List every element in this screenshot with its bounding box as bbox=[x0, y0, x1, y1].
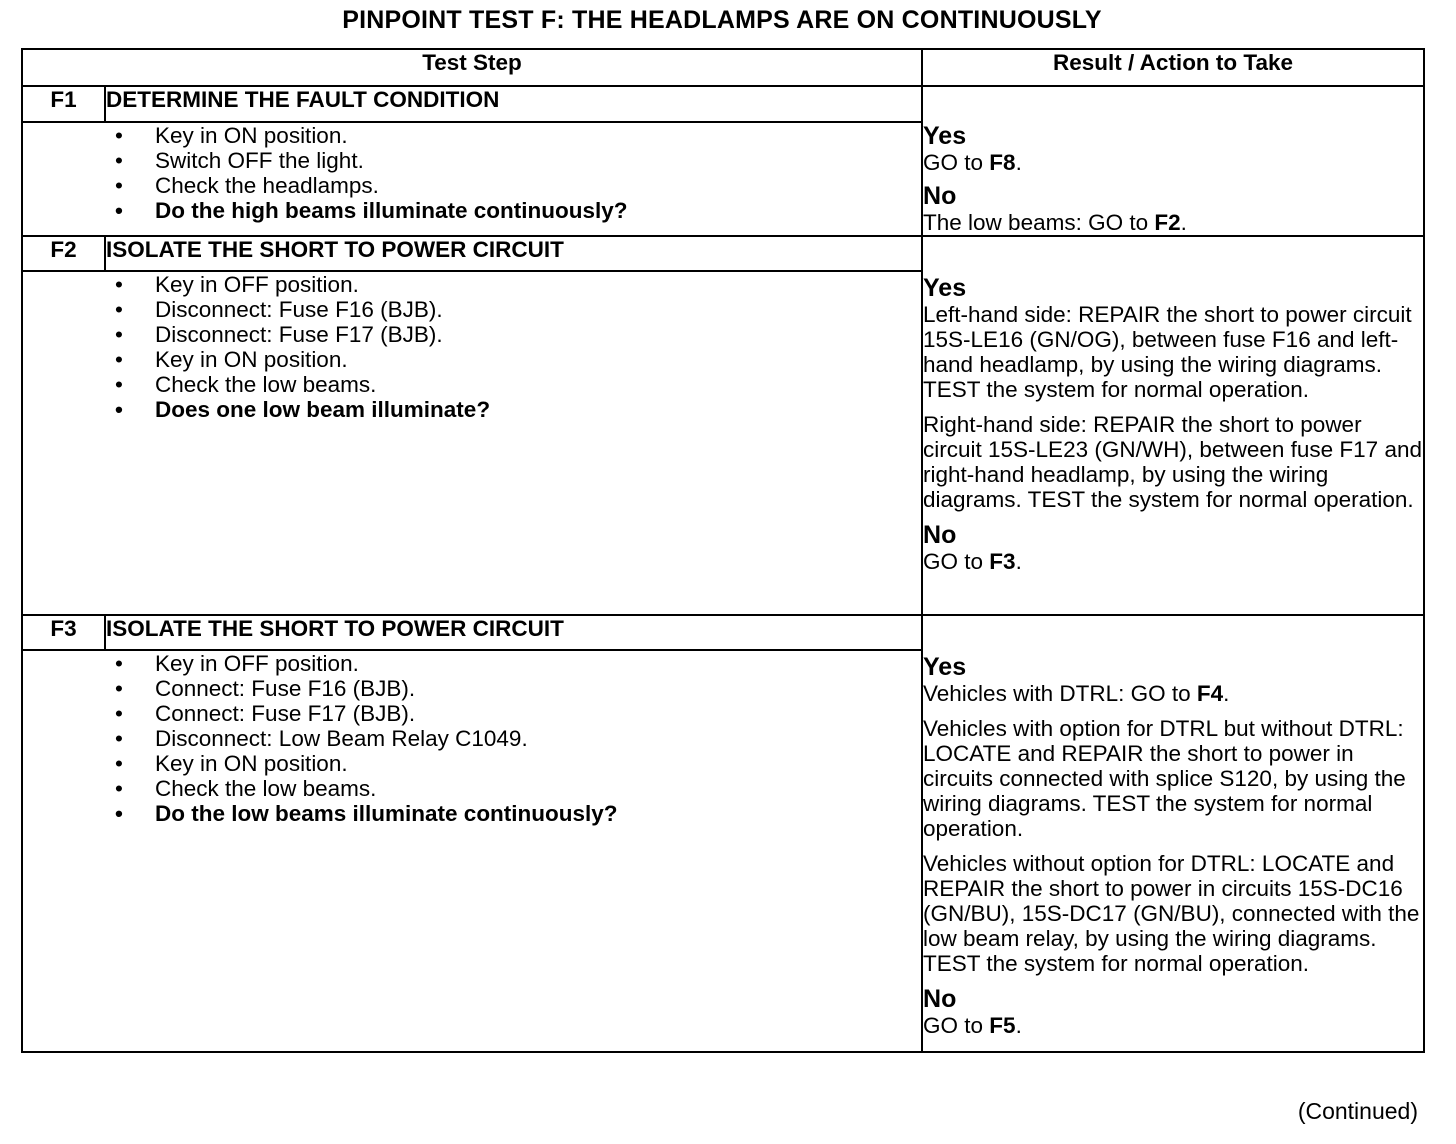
step-body bbox=[22, 122, 922, 236]
yes-action: Vehicles without option for DTRL: LOCATE and REPAIR the short to power in circuits 15S-DC16 (GN/BU), 15S-DC17 (GN/BU), connected with the low beam relay, by using the wiring diagrams. TEST the system for normal operation. bbox=[923, 851, 1420, 976]
no-action: GO to F5. bbox=[923, 1013, 1022, 1038]
step-question: • Do the low beams illuminate continuously? bbox=[115, 801, 921, 826]
list-item: • Check the low beams. bbox=[115, 372, 921, 397]
list-item: • Connect: Fuse F16 (BJB). bbox=[115, 676, 921, 701]
step-id: F3 bbox=[22, 615, 105, 650]
header-test-step: Test Step bbox=[22, 49, 922, 86]
step-result bbox=[922, 236, 1424, 615]
step-reference: F4 bbox=[1196, 681, 1224, 706]
list-item: • Disconnect: Fuse F16 (BJB). bbox=[115, 297, 921, 322]
no-label: No bbox=[923, 182, 957, 210]
step-title: DETERMINE THE FAULT CONDITION bbox=[105, 86, 922, 122]
pinpoint-test-table bbox=[21, 48, 1425, 1053]
step-title: ISOLATE THE SHORT TO POWER CIRCUIT bbox=[105, 615, 922, 650]
list-item: • Connect: Fuse F17 (BJB). bbox=[115, 701, 921, 726]
table-header-row bbox=[22, 49, 1424, 86]
step-reference: F2 bbox=[1154, 210, 1181, 235]
step-id: F2 bbox=[22, 236, 105, 271]
step-question: • Does one low beam illuminate? bbox=[115, 397, 921, 422]
yes-action: Vehicles with option for DTRL but without DTRL: LOCATE and REPAIR the short to power in circuits connected with splice S120, by using the wiring diagrams. TEST the system for normal operation. bbox=[923, 716, 1406, 841]
step-title: ISOLATE THE SHORT TO POWER CIRCUIT bbox=[105, 236, 922, 271]
step-reference: F3 bbox=[989, 549, 1016, 574]
list-item: • Key in ON position. bbox=[115, 751, 921, 776]
list-item: • Key in OFF position. bbox=[115, 651, 921, 676]
yes-label: Yes bbox=[923, 122, 967, 150]
list-item: • Check the low beams. bbox=[115, 776, 921, 801]
yes-action: GO to F8. bbox=[923, 150, 1022, 175]
yes-label: Yes bbox=[923, 274, 967, 302]
step-body bbox=[22, 271, 922, 615]
step-result bbox=[922, 615, 1424, 1052]
step-result bbox=[922, 86, 1424, 236]
yes-action: Right-hand side: REPAIR the short to power circuit 15S-LE23 (GN/WH), between fuse F17 and right-hand headlamp, by using the wiring diagrams. TEST the system for normal operation. bbox=[923, 412, 1422, 512]
list-item: • Key in ON position. bbox=[115, 347, 921, 372]
step-reference: F5 bbox=[989, 1013, 1016, 1038]
header-result: Result / Action to Take bbox=[922, 49, 1424, 86]
step-id: F1 bbox=[22, 86, 105, 122]
list-item: • Key in ON position. bbox=[115, 123, 921, 148]
list-item: • Switch OFF the light. bbox=[115, 148, 921, 173]
step-instructions bbox=[23, 123, 921, 223]
list-item: • Key in OFF position. bbox=[115, 272, 921, 297]
step-title-row bbox=[22, 86, 1424, 122]
step-body bbox=[22, 650, 922, 1052]
continued-label: (Continued) bbox=[1297, 1098, 1418, 1124]
yes-action: Left-hand side: REPAIR the short to power circuit 15S-LE16 (GN/OG), between fuse F16 and left-hand headlamp, by using the wiring diagrams. TEST the system for normal operation. bbox=[923, 302, 1412, 402]
no-action: The low beams: GO to F2. bbox=[923, 210, 1187, 235]
step-question: • Do the high beams illuminate continuously? bbox=[115, 198, 921, 223]
list-item: • Check the headlamps. bbox=[115, 173, 921, 198]
no-action: GO to F3. bbox=[923, 549, 1022, 574]
step-title-row bbox=[22, 236, 1424, 271]
step-title-row bbox=[22, 615, 1424, 650]
list-item: • Disconnect: Low Beam Relay C1049. bbox=[115, 726, 921, 751]
page-title: PINPOINT TEST F: THE HEADLAMPS ARE ON CONTINUOUSLY bbox=[342, 6, 1102, 34]
list-item: • Disconnect: Fuse F17 (BJB). bbox=[115, 322, 921, 347]
yes-label: Yes bbox=[923, 653, 967, 681]
step-instructions bbox=[23, 272, 921, 422]
no-label: No bbox=[923, 521, 957, 549]
no-label: No bbox=[923, 985, 957, 1013]
yes-action: Vehicles with DTRL: GO to F4. bbox=[923, 681, 1230, 706]
step-reference: F8 bbox=[989, 150, 1016, 175]
step-instructions bbox=[23, 651, 921, 826]
